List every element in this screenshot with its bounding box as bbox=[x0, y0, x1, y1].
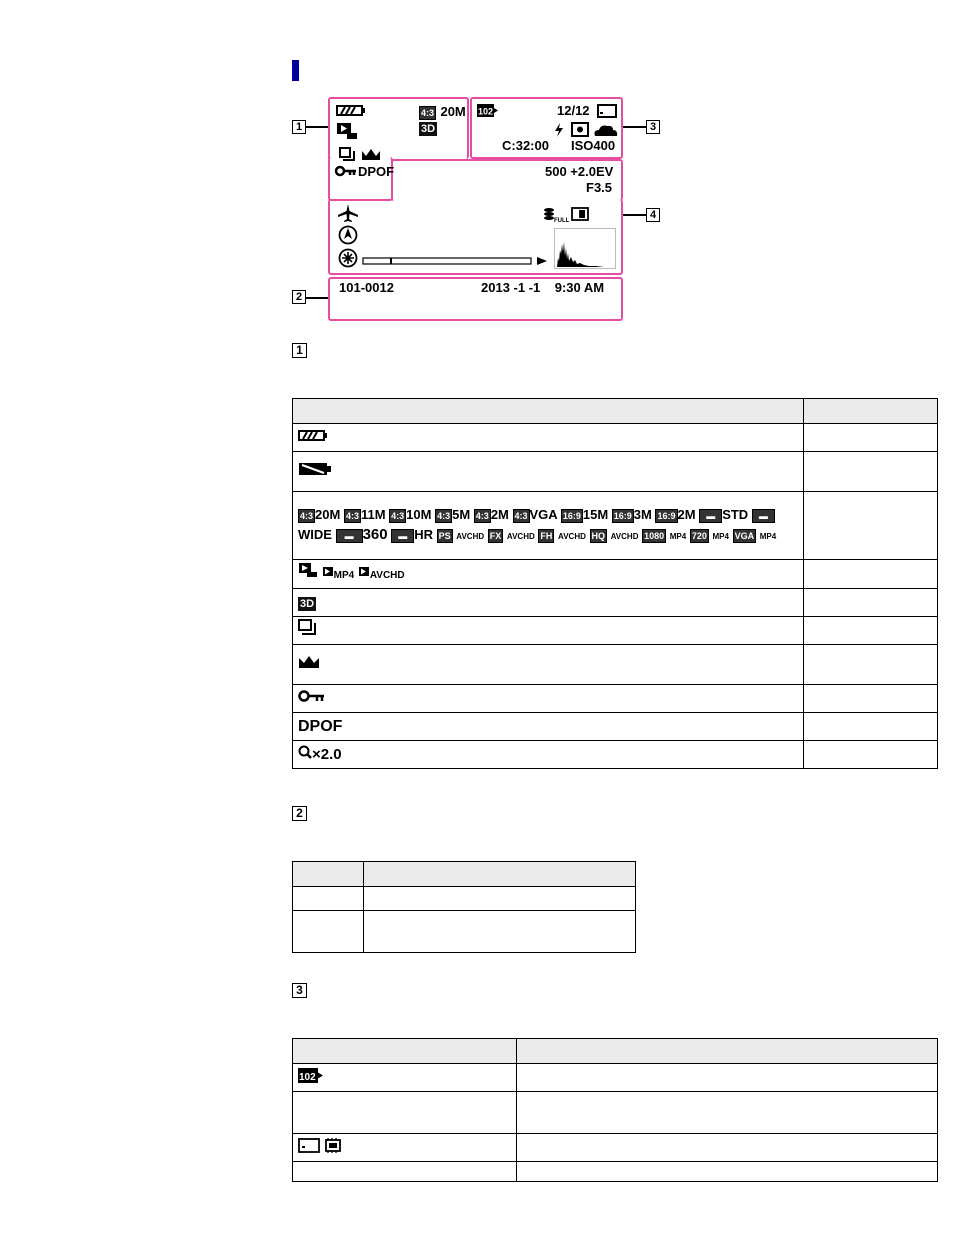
zoom-label: ×2.0 bbox=[312, 745, 342, 763]
movie-format-label: AVCHD bbox=[558, 531, 586, 541]
stabilizer-icon bbox=[338, 248, 358, 268]
panorama-icon: ▬ bbox=[752, 509, 775, 523]
table-row bbox=[293, 713, 938, 741]
section-2-table bbox=[292, 861, 636, 953]
folder-number-text: 102 bbox=[478, 106, 494, 117]
callout-1: 1 bbox=[292, 120, 306, 134]
battery-icon bbox=[336, 104, 366, 117]
favorite-cell bbox=[293, 645, 804, 685]
header-col-2 bbox=[804, 399, 938, 424]
header-col-1 bbox=[293, 399, 804, 424]
internal-memory-icon bbox=[324, 1138, 342, 1153]
3d-badge: 3D bbox=[421, 123, 436, 135]
folder-number-icon bbox=[298, 1068, 324, 1083]
callout-3-leader bbox=[623, 126, 646, 128]
image-size-label: 15M bbox=[582, 506, 609, 522]
movie-quality-badge: VGA bbox=[734, 530, 755, 541]
panorama-size-label: 360 bbox=[362, 525, 388, 543]
buffer-full-text: FULL bbox=[554, 218, 570, 224]
aspect-ratio-badge: 4:3 bbox=[300, 510, 314, 521]
protect-key-icon bbox=[335, 165, 357, 177]
callout-2: 2 bbox=[292, 290, 306, 304]
image-size-label: 20M bbox=[315, 506, 341, 522]
table-row bbox=[293, 424, 938, 452]
image-size-list bbox=[298, 507, 776, 542]
movie-quality-badge: HQ bbox=[591, 530, 605, 541]
aspect-ratio-badge: 4:3 bbox=[391, 510, 405, 521]
flash-icon bbox=[554, 123, 564, 137]
3d-badge: 3D bbox=[300, 597, 315, 610]
view-mode-mp4-icon bbox=[322, 566, 334, 578]
movie-format-label: AVCHD bbox=[506, 531, 535, 541]
airplane-icon bbox=[337, 204, 359, 222]
dpof-label: DPOF bbox=[298, 717, 343, 735]
battery-icon bbox=[298, 429, 328, 442]
panorama-size-label: STD bbox=[722, 506, 749, 522]
panorama-size-label: HR bbox=[414, 526, 434, 542]
zoom-magnifier-icon bbox=[298, 745, 312, 759]
callout-3: 3 bbox=[646, 120, 660, 134]
movie-quality-badge: 1080 bbox=[644, 530, 665, 541]
protect-cell bbox=[293, 685, 804, 713]
battery-low-cell bbox=[293, 452, 804, 492]
battery-empty-icon bbox=[298, 461, 332, 477]
playback-progress-bar bbox=[362, 256, 552, 267]
battery-cell bbox=[293, 424, 804, 452]
image-size-label: 2M bbox=[677, 506, 696, 522]
title-accent-bar bbox=[292, 60, 299, 81]
movie-format-label: MP4 bbox=[759, 531, 777, 541]
image-size-label: 2M bbox=[490, 506, 509, 522]
table-row bbox=[293, 452, 938, 492]
dro-icon bbox=[571, 207, 589, 221]
section-2-marker: 2 bbox=[292, 806, 307, 821]
image-size-label: 5M bbox=[452, 506, 471, 522]
memory-card-icon bbox=[597, 104, 617, 118]
recording-date-time: 2013 -1 -1 9:30 AM bbox=[481, 280, 605, 295]
table-row bbox=[293, 589, 938, 617]
metering-icon bbox=[571, 122, 589, 137]
aspect-ratio-badge: 4:3 bbox=[514, 510, 528, 521]
table-row bbox=[293, 685, 938, 713]
image-size-indicator bbox=[419, 103, 466, 121]
movie-format-label: AVCHD bbox=[456, 531, 485, 541]
media-cell bbox=[293, 1134, 517, 1162]
header-col-1 bbox=[293, 1039, 517, 1064]
table-row bbox=[293, 1134, 938, 1162]
favorite-crown-icon bbox=[298, 654, 320, 670]
movie-quality-badge: FX bbox=[489, 530, 502, 541]
view-mode-mp4-label: MP4 bbox=[333, 570, 355, 581]
protect-key-icon bbox=[298, 689, 326, 703]
folder-number-text: 102 bbox=[299, 1071, 316, 1083]
table-row bbox=[293, 560, 938, 589]
table-row bbox=[293, 1162, 938, 1182]
image-size-cell bbox=[293, 492, 804, 560]
3d-cell bbox=[293, 589, 804, 617]
image-size-label: 20M bbox=[440, 104, 466, 119]
aspect-ratio-badge: 4:3 bbox=[421, 108, 435, 118]
view-mode-avchd-icon bbox=[358, 566, 370, 578]
view-mode-avchd-label: AVCHD bbox=[369, 570, 405, 581]
shutter-ev-value: 500 +2.0EV bbox=[545, 164, 614, 179]
dpof-label: DPOF bbox=[358, 164, 395, 179]
movie-quality-badge: PS bbox=[438, 530, 451, 541]
table-row bbox=[293, 887, 636, 911]
section-3-marker: 3 bbox=[292, 983, 307, 998]
movie-quality-badge: 720 bbox=[691, 530, 707, 541]
panorama-size-label: WIDE bbox=[298, 526, 332, 542]
panorama-icon: ▬ bbox=[391, 529, 414, 543]
compass-direction-icon bbox=[338, 225, 358, 245]
file-number: 101-0012 bbox=[339, 280, 394, 295]
section-3-table bbox=[292, 1038, 938, 1182]
section-1-marker: 1 bbox=[292, 343, 307, 358]
panorama-icon: ▬ bbox=[336, 529, 363, 543]
playback-mode-icon bbox=[336, 122, 358, 140]
header-col-2 bbox=[517, 1039, 938, 1064]
table-row bbox=[293, 617, 938, 645]
folder-cell bbox=[293, 1064, 517, 1092]
callout-1-leader bbox=[306, 126, 328, 128]
favorite-crown-icon bbox=[361, 147, 381, 162]
view-mode-cell bbox=[293, 560, 804, 589]
zoom-cell bbox=[293, 741, 804, 769]
aspect-ratio-badge: 4:3 bbox=[345, 510, 359, 521]
image-size-label: 10M bbox=[406, 506, 432, 522]
burst-group-icon bbox=[298, 619, 318, 637]
movie-format-label: AVCHD bbox=[610, 531, 639, 541]
table-row bbox=[293, 1064, 938, 1092]
burst-group-icon bbox=[339, 147, 357, 163]
movie-format-label: MP4 bbox=[669, 531, 687, 541]
callout-4: 4 bbox=[646, 208, 660, 222]
aspect-ratio-badge: 16:9 bbox=[562, 510, 581, 521]
aspect-ratio-badge: 4:3 bbox=[475, 510, 489, 521]
table-row bbox=[293, 645, 938, 685]
buffer-full-icon bbox=[543, 207, 570, 224]
iso-value: ISO400 bbox=[571, 138, 616, 153]
folder-number-icon bbox=[477, 104, 499, 117]
movie-format-label: MP4 bbox=[712, 531, 729, 541]
image-size-label: VGA bbox=[529, 506, 558, 522]
section-1-table bbox=[292, 398, 938, 769]
callout-4-leader bbox=[623, 214, 646, 216]
view-mode-still-icon bbox=[298, 562, 318, 578]
header-col-2 bbox=[364, 862, 636, 887]
table-row bbox=[293, 741, 938, 769]
aspect-ratio-badge: 16:9 bbox=[657, 510, 676, 521]
white-balance-cloudy-icon bbox=[593, 122, 619, 137]
image-size-label: 11M bbox=[360, 506, 386, 522]
burst-group-cell bbox=[293, 617, 804, 645]
aperture-value: F3.5 bbox=[586, 180, 613, 195]
header-col-1 bbox=[293, 862, 364, 887]
memory-card-icon bbox=[298, 1138, 320, 1153]
table-row bbox=[293, 911, 636, 953]
image-count: 12/12 bbox=[557, 103, 590, 118]
dpof-cell bbox=[293, 713, 804, 741]
table-row bbox=[293, 1092, 938, 1134]
image-size-label: 3M bbox=[633, 506, 652, 522]
movie-quality-badge: FH bbox=[540, 530, 553, 541]
panorama-icon: ▬ bbox=[699, 509, 722, 523]
callout-2-leader bbox=[306, 297, 328, 299]
aspect-ratio-badge: 4:3 bbox=[437, 510, 451, 521]
remaining-time: C:32:00 bbox=[502, 138, 549, 153]
table-row bbox=[293, 492, 938, 560]
aspect-ratio-badge: 16:9 bbox=[613, 510, 632, 521]
histogram bbox=[554, 228, 616, 270]
